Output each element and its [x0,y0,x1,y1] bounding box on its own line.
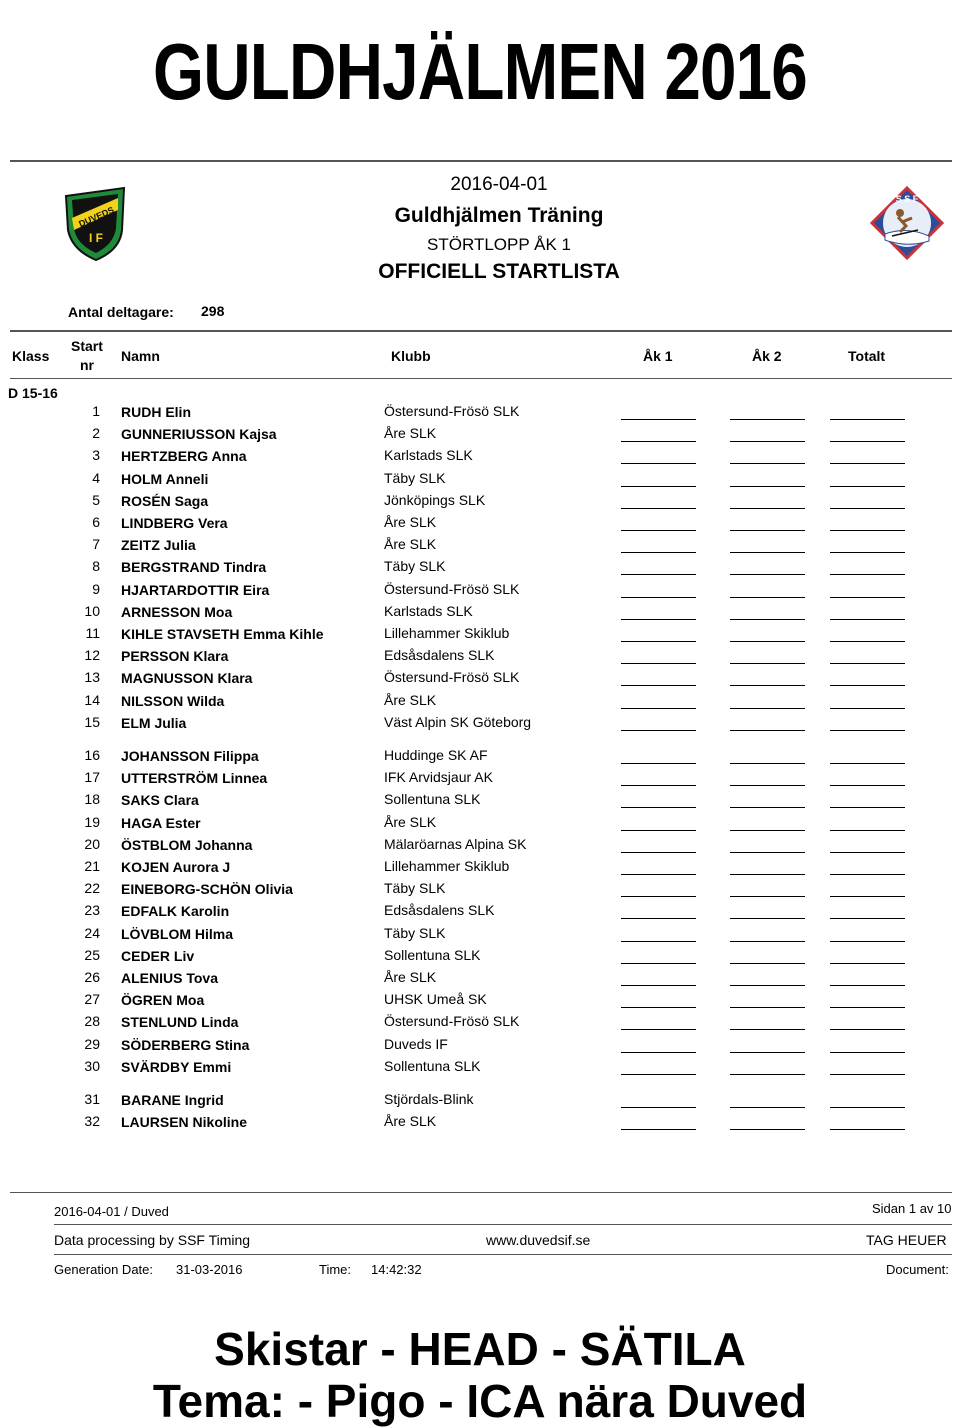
table-row [0,581,960,603]
competitor-club: Stjördals-Blink [384,1091,474,1107]
competitor-name: BERGSTRAND Tindra [121,559,267,576]
total-blank [830,807,905,808]
start-number: 30 [84,1057,100,1074]
start-number: 22 [84,880,100,897]
start-number: 8 [92,558,100,575]
run1-blank [621,963,696,964]
run2-blank [730,1029,805,1030]
footer-timing: TAG HEUER [866,1232,947,1248]
competitor-club: Östersund-Frösö SLK [384,403,520,419]
run2-blank [730,641,805,642]
competitor-club: Sollentuna SLK [384,946,481,963]
start-number: 7 [92,536,100,553]
table-row [0,403,960,425]
competitor-club: Åre SLK [384,691,437,708]
competitor-club: Täby SLK [384,924,446,941]
total-blank [830,1052,905,1053]
table-row [0,1013,960,1035]
table-row [0,536,960,558]
run2-blank [730,763,805,764]
start-number: 2 [92,425,100,442]
run1-blank [621,896,696,897]
total-blank [830,530,905,531]
total-blank [830,419,905,420]
footer-website[interactable]: www.duvedsif.se [486,1232,591,1248]
total-blank [830,641,905,642]
generation-date-label: Generation Date: [54,1262,154,1277]
run2-blank [730,1074,805,1075]
run1-blank [621,641,696,642]
table-row [0,1113,960,1135]
duveds-logo-text: DUVEDS [77,204,116,230]
competitor-name: BARANE Ingrid [121,1092,224,1108]
run2-blank [730,463,805,464]
run2-blank [730,1129,805,1130]
competitor-name: ROSÉN Saga [121,492,209,509]
start-number: 12 [84,647,100,664]
competitor-name: KIHLE STAVSETH Emma Kihle [121,626,324,642]
table-row [0,814,960,836]
run1-blank [621,486,696,487]
total-blank [830,785,905,786]
competitor-name: LÖVBLOM Hilma [121,925,234,942]
footer-date-club: 2016-04-01 / Duved [54,1204,169,1219]
table-row [0,603,960,625]
start-number: 18 [84,791,100,808]
total-blank [830,852,905,853]
run1-blank [621,463,696,464]
footer-processing: Data processing by SSF Timing [54,1232,251,1248]
run2-blank [730,441,805,442]
start-number: 23 [84,902,100,919]
competitor-club: Täby SLK [384,558,446,575]
total-blank [830,619,905,620]
run1-blank [621,1052,696,1053]
competitor-club: Östersund-Frösö SLK [384,1013,520,1030]
start-number: 28 [84,1013,100,1030]
table-row [0,1091,960,1113]
total-blank [830,985,905,986]
table-row [0,991,960,1013]
run1-blank [621,985,696,986]
competitor-club: Jönköpings SLK [384,491,486,508]
run2-blank [730,896,805,897]
table-row [0,1036,960,1058]
total-blank [830,574,905,575]
start-number: 20 [84,835,100,852]
participants-count: 298 [201,303,225,319]
competitor-name: JOHANSSON Filippa [121,748,259,764]
competitor-name: MAGNUSSON Klara [121,670,253,687]
run2-blank [730,486,805,487]
event-name: Guldhjälmen Träning [394,204,604,227]
start-number: 14 [84,691,100,708]
competitor-name: UTTERSTRÖM Linnea [121,770,268,787]
run1-blank [621,763,696,764]
competitor-name: PERSSON Klara [121,648,229,665]
race-name: STÖRTLOPP ÅK 1 [427,235,571,254]
footer-divider [10,1192,952,1193]
generation-date-value: 31-03-2016 [176,1262,243,1277]
competitor-club: Åre SLK [384,425,437,442]
run2-blank [730,985,805,986]
run1-blank [621,574,696,575]
start-number: 29 [84,1035,100,1052]
competitor-name: SAKS Clara [121,792,199,809]
run2-blank [730,918,805,919]
run1-blank [621,785,696,786]
run1-blank [621,552,696,553]
run1-blank [621,1029,696,1030]
run1-blank [621,597,696,598]
competitor-name: ÖGREN Moa [121,992,205,1009]
run1-blank [621,1129,696,1130]
participants-label: Antal deltagare: [68,304,174,320]
run1-blank [621,419,696,420]
competitor-name: SVÄRDBY Emmi [121,1058,232,1075]
competitor-club: Åre SLK [384,1113,437,1130]
competitor-club: Mälaröarnas Alpina SK [384,835,527,852]
col-klass: Klass [12,348,50,364]
competitor-name: LINDBERG Vera [121,515,228,531]
start-number: 6 [92,514,100,530]
competitor-name: ÖSTBLOM Johanna [121,836,253,853]
run1-blank [621,530,696,531]
competitor-club: Sollentuna SLK [384,791,481,808]
competitor-club: IFK Arvidsjaur AK [384,769,493,786]
start-number: 11 [85,625,100,641]
run2-blank [730,963,805,964]
competitor-club: Sollentuna SLK [384,1057,481,1074]
total-blank [830,486,905,487]
competitor-club: Duveds IF [384,1035,448,1052]
total-blank [830,896,905,897]
total-blank [830,1074,905,1075]
sponsor-line-1: Skistar - HEAD - SÄTILA [214,1323,746,1375]
competitor-name: HOLM Anneli [121,470,209,487]
run2-blank [730,730,805,731]
run1-blank [621,918,696,919]
run1-blank [621,1074,696,1075]
table-row [0,791,960,813]
run2-blank [730,1007,805,1008]
list-type: OFFICIELL STARTLISTA [378,260,620,283]
start-number: 26 [84,969,100,985]
document-label: Document: [886,1262,949,1277]
table-row [0,625,960,647]
run1-blank [621,619,696,620]
sponsor-line-2: Tema: - Pigo - ICA nära Duved [152,1375,808,1427]
start-number: 13 [84,669,100,686]
table-row [0,558,960,580]
run1-blank [621,730,696,731]
competitor-name: STENLUND Linda [121,1014,239,1031]
start-number: 25 [84,946,100,963]
total-blank [830,874,905,875]
footer-rule-2 [54,1254,952,1255]
start-number: 32 [84,1113,100,1130]
competitor-name: SÖDERBERG Stina [121,1036,250,1053]
table-row [0,747,960,769]
table-row [0,836,960,858]
total-blank [830,597,905,598]
competitor-name: NILSSON Wilda [121,692,225,709]
col-ak2: Åk 2 [752,348,782,364]
run2-blank [730,530,805,531]
competitor-club: Karlstads SLK [384,447,473,464]
start-number: 5 [92,491,100,508]
total-blank [830,763,905,764]
run1-blank [621,441,696,442]
table-row [0,769,960,791]
col-namn: Namn [121,348,160,364]
run1-blank [621,685,696,686]
run2-blank [730,1107,805,1108]
run2-blank [730,807,805,808]
run2-blank [730,785,805,786]
run2-blank [730,830,805,831]
competitor-name: EINEBORG-SCHÖN Olivia [121,881,293,898]
run1-blank [621,852,696,853]
run1-blank [621,708,696,709]
table-row [0,947,960,969]
competitor-name: GUNNERIUSSON Kajsa [121,426,277,443]
header-divider [10,330,952,332]
table-row [0,647,960,669]
start-number: 15 [84,713,100,730]
total-blank [830,941,905,942]
competitor-club: Karlstads SLK [384,602,473,619]
competitor-club: Åre SLK [384,969,437,985]
banner-title: GULDHJÄLMEN 2016 [153,27,807,116]
run1-blank [621,874,696,875]
table-row [0,902,960,924]
col-klubb: Klubb [391,348,431,364]
run2-blank [730,708,805,709]
top-divider [10,160,952,162]
start-number: 4 [92,469,100,486]
run2-blank [730,1052,805,1053]
competitor-club: Täby SLK [384,880,446,897]
competitor-club: Lillehammer Skiklub [384,625,510,641]
start-number: 3 [92,447,100,464]
table-row [0,425,960,447]
competitor-name: ELM Julia [121,714,187,731]
run1-blank [621,807,696,808]
start-number: 1 [92,403,100,419]
run2-blank [730,552,805,553]
competitor-name: EDFALK Karolin [121,903,230,920]
start-number: 9 [92,580,100,597]
run1-blank [621,663,696,664]
total-blank [830,463,905,464]
competitor-name: KOJEN Aurora J [121,859,231,875]
duveds-logo-letters: I F [89,231,103,245]
table-row [0,969,960,991]
run2-blank [730,508,805,509]
start-number: 17 [84,769,100,786]
competitor-name: CEDER Liv [121,947,195,964]
competitor-name: LAURSEN Nikoline [121,1114,248,1131]
run2-blank [730,852,805,853]
competitor-club: Åre SLK [384,514,437,530]
table-row [0,447,960,469]
competitor-club: Åre SLK [384,536,437,553]
time-value: 14:42:32 [371,1262,422,1277]
footer-page: Sidan 1 av 10 [872,1201,952,1216]
competitor-name: HJARTARDOTTIR Eira [121,581,270,598]
col-start: Start [71,338,103,354]
table-row [0,880,960,902]
run1-blank [621,508,696,509]
table-row [0,714,960,736]
total-blank [830,1107,905,1108]
table-row [0,669,960,691]
table-row [0,1058,960,1080]
competitor-club: Väst Alpin SK Göteborg [384,713,532,730]
ssf-logo-text: S S F [895,194,919,204]
competitor-name: RUDH Elin [121,404,191,420]
total-blank [830,708,905,709]
table-row [0,692,960,714]
run2-blank [730,419,805,420]
competitor-club: UHSK Umeå SK [384,991,487,1008]
competitor-club: Östersund-Frösö SLK [384,669,520,686]
run2-blank [730,941,805,942]
footer-rule-1 [54,1224,952,1225]
competitor-name: ZEITZ Julia [121,537,196,554]
start-number: 31 [84,1091,100,1107]
col-ak1: Åk 1 [643,348,673,364]
run1-blank [621,941,696,942]
competitor-name: ALENIUS Tova [121,970,218,986]
total-blank [830,1129,905,1130]
run1-blank [621,1007,696,1008]
total-blank [830,730,905,731]
competitor-club: Åre SLK [384,813,437,830]
table-row [0,470,960,492]
total-blank [830,508,905,509]
total-blank [830,441,905,442]
start-number: 27 [84,991,100,1008]
table-row [0,514,960,536]
start-number: 16 [84,747,100,763]
col-totalt: Totalt [848,348,886,364]
col-nr: nr [80,357,94,373]
run2-blank [730,597,805,598]
total-blank [830,552,905,553]
run1-blank [621,1107,696,1108]
table-row [0,492,960,514]
run2-blank [730,619,805,620]
run1-blank [621,830,696,831]
total-blank [830,1007,905,1008]
time-label: Time: [319,1262,352,1277]
start-number: 10 [84,602,100,619]
start-number: 21 [84,858,100,874]
competitor-club: Edsåsdalens SLK [384,902,495,919]
competitor-club: Huddinge SK AF [384,747,488,763]
competitor-name: HAGA Ester [121,814,201,831]
competitor-club: Täby SLK [384,469,446,486]
total-blank [830,918,905,919]
competitor-club: Edsåsdalens SLK [384,647,495,664]
total-blank [830,685,905,686]
competitor-name: ARNESSON Moa [121,603,233,620]
class-name: D 15-16 [8,385,58,401]
start-number: 19 [84,813,100,830]
table-row [0,925,960,947]
run2-blank [730,663,805,664]
total-blank [830,1029,905,1030]
run2-blank [730,685,805,686]
race-date: 2016-04-01 [450,174,548,195]
total-blank [830,963,905,964]
start-number: 24 [84,924,100,941]
run2-blank [730,874,805,875]
competitor-name: HERTZBERG Anna [121,448,247,465]
total-blank [830,830,905,831]
competitor-club: Lillehammer Skiklub [384,858,510,874]
column-divider [10,378,952,379]
competitor-club: Östersund-Frösö SLK [384,580,520,597]
run2-blank [730,574,805,575]
table-row [0,858,960,880]
total-blank [830,663,905,664]
